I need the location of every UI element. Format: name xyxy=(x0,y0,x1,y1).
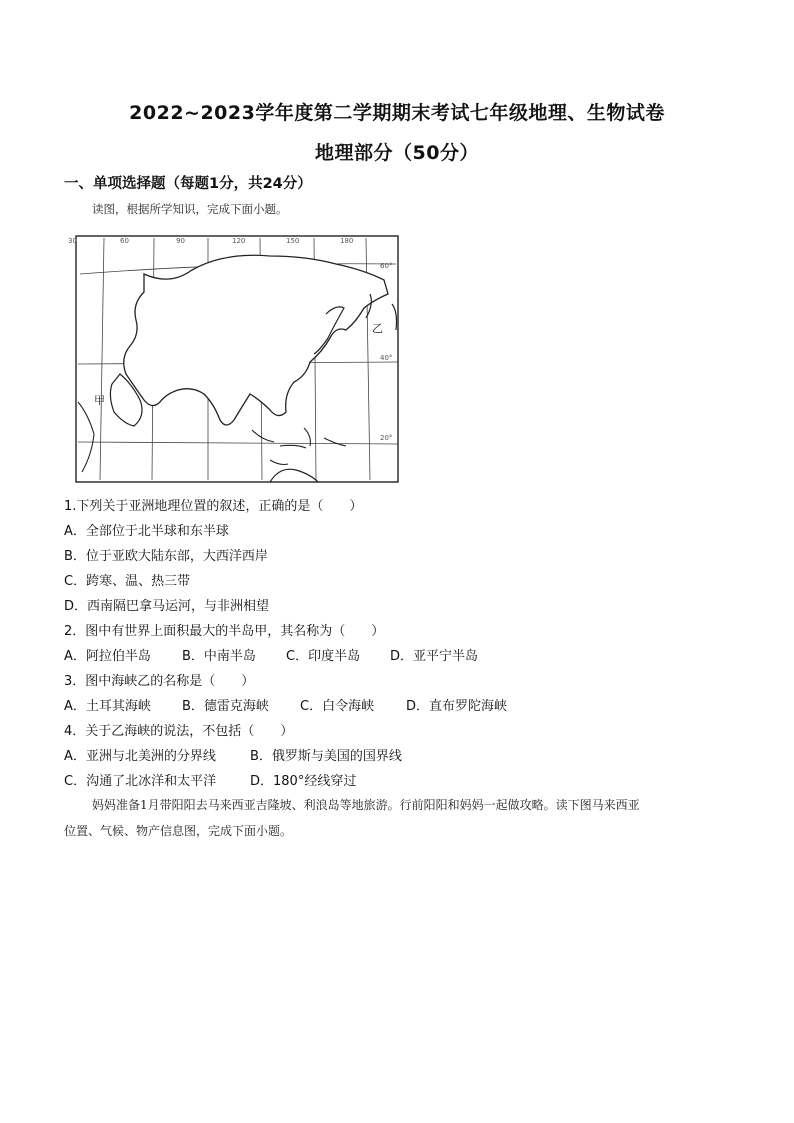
question-4-option-c[interactable]: C．沟通了北冰洋和太平洋 xyxy=(64,774,217,789)
question-4-stem: 4．关于乙海峡的说法，不包括（ ） xyxy=(64,724,294,739)
exam-title: 2022~2023学年度第二学期期末考试七年级地理、生物试卷 xyxy=(129,102,665,124)
map-label-jia: 甲 xyxy=(94,394,105,407)
map-lon-label: 30 xyxy=(68,237,77,245)
map-lon-label: 90 xyxy=(176,237,185,245)
question-2-option-b[interactable]: B．中南半岛 xyxy=(182,649,256,664)
map-lat-label: 60° xyxy=(380,262,393,270)
question-1-option-d[interactable]: D．西南隔巴拿马运河，与非洲相望 xyxy=(64,599,270,614)
question-1-option-a[interactable]: A．全部位于北半球和东半球 xyxy=(64,524,229,539)
map-lon-label: 150 xyxy=(286,237,300,245)
question-2-stem: 2．图中有世界上面积最大的半岛甲，其名称为（ ） xyxy=(64,624,385,639)
question-2-option-a[interactable]: A．阿拉伯半岛 xyxy=(64,649,151,664)
question-4-option-b[interactable]: B．俄罗斯与美国的国界线 xyxy=(250,749,402,764)
section-intro: 读图，根据所学知识，完成下面小题。 xyxy=(92,202,288,216)
map-lat-label: 20° xyxy=(380,434,393,442)
passage-line-1: 妈妈准备1月带阳阳去马来西亚吉隆坡、利浪岛等地旅游。行前阳阳和妈妈一起做攻略。读下图马来西亚 xyxy=(92,798,640,812)
question-3-option-d[interactable]: D．直布罗陀海峡 xyxy=(406,699,508,714)
question-2-option-d[interactable]: D．亚平宁半岛 xyxy=(390,649,479,664)
question-3-stem: 3．图中海峡乙的名称是（ ） xyxy=(64,674,255,689)
question-1-option-b[interactable]: B．位于亚欧大陆东部，大西洋西岸 xyxy=(64,549,268,564)
map-lon-label: 120 xyxy=(232,237,246,245)
question-3-option-c[interactable]: C．白令海峡 xyxy=(300,699,375,714)
passage-line-2: 位置、气候、物产信息图，完成下面小题。 xyxy=(64,824,293,838)
question-1-option-c[interactable]: C．跨寒、温、热三带 xyxy=(64,574,191,589)
question-3-option-a[interactable]: A．土耳其海峡 xyxy=(64,699,151,714)
map-lat-label: 40° xyxy=(380,354,393,362)
question-4-option-a[interactable]: A．亚洲与北美洲的分界线 xyxy=(64,749,216,764)
map-lon-label: 60 xyxy=(120,237,129,245)
map-lon-label: 180 xyxy=(340,237,354,245)
map-label-yi: 乙 xyxy=(372,322,383,335)
asia-map xyxy=(68,234,408,484)
question-3-option-b[interactable]: B．德雷克海峡 xyxy=(182,699,269,714)
question-1-stem: 1.下列关于亚洲地理位置的叙述，正确的是（ ） xyxy=(64,499,363,514)
exam-subtitle: 地理部分（50分） xyxy=(315,142,479,164)
passage xyxy=(64,792,732,844)
question-4-option-d[interactable]: D．180°经线穿过 xyxy=(250,774,357,789)
question-2-option-c[interactable]: C．印度半岛 xyxy=(286,649,361,664)
section-heading: 一、单项选择题（每题1分，共24分） xyxy=(64,176,312,192)
